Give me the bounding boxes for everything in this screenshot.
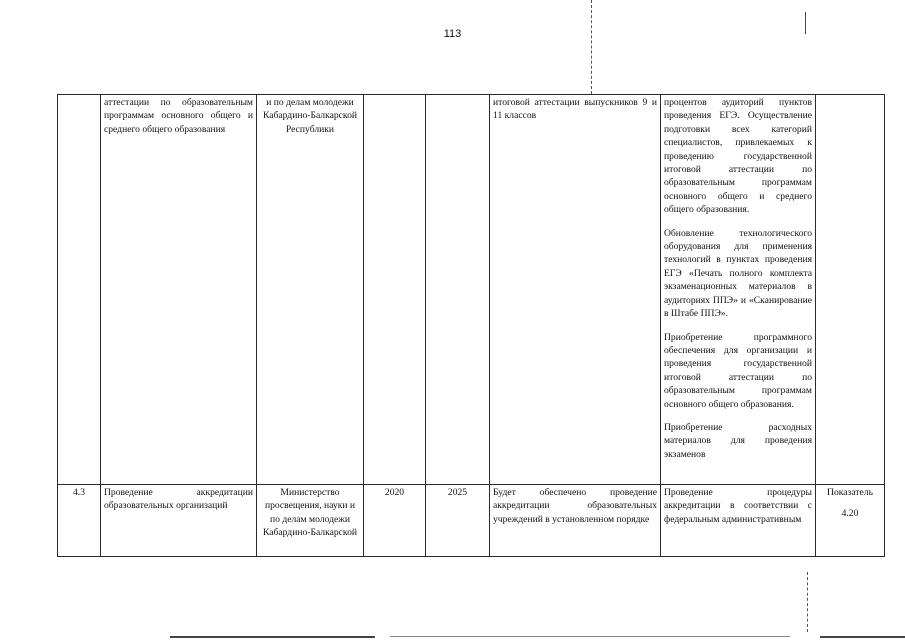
- scan-artifact-line: [807, 572, 808, 632]
- cell-start-year: [364, 95, 426, 485]
- activity-paragraph: Проведение процедуры аккредитации в соответствии с федеральным административным: [664, 487, 812, 525]
- cell-executor: и по делам молодежи Кабардино-Балкарской Республики: [257, 95, 364, 485]
- cell-measure-name: Проведение аккредитации образовательных организаций: [101, 485, 257, 557]
- cell-number: 4.3: [58, 485, 101, 557]
- activity-paragraph: процентов аудиторий пунктов проведения ЕГЭ. Осуществление подготовки всех категорий специалистов, привлекаемых к проведению государственной итоговой аттестации по образовательным программам основного общего и среднего общего образования.: [664, 97, 812, 216]
- scan-artifact-bar: [170, 636, 375, 638]
- cell-expected-result: итоговой аттестации выпускников 9 и 11 классов: [490, 95, 661, 485]
- scan-artifact-mark: [805, 12, 806, 34]
- indicator-value: 4.20: [841, 508, 859, 520]
- activity-paragraph: Приобретение расходных материалов для проведения экзаменов: [664, 421, 812, 460]
- scan-artifact-line: [591, 0, 592, 94]
- cell-measure-name: аттестации по образовательным программам основного общего и среднего общего образования: [101, 95, 257, 485]
- page-number: 113: [443, 28, 462, 40]
- cell-indicator: [816, 95, 885, 485]
- cell-activities: [661, 485, 816, 557]
- table-row-continuation: [58, 95, 885, 485]
- table-row-4-3: [58, 485, 885, 557]
- cell-activities: [661, 95, 816, 485]
- scan-artifact-bar: [390, 636, 790, 637]
- scan-artifact-bar: [820, 636, 905, 638]
- cell-end-year: [426, 95, 490, 485]
- cell-number: [58, 95, 101, 485]
- cell-indicator: [816, 485, 885, 557]
- measures-table: [57, 94, 885, 557]
- indicator-label: Показатель: [827, 487, 873, 498]
- cell-start-year: 2020: [364, 485, 426, 557]
- activity-paragraph: Обновление технологического оборудования для применения технологий в пунктах проведения ЕГЭ «Печать полного комплекта экзаменационных материалов в аудиториях ППЭ» и «Сканирование в Штабе ППЭ».: [664, 227, 812, 320]
- cell-expected-result: Будет обеспечено проведение аккредитации образовательных учреждений в установленном порядке: [490, 485, 661, 557]
- cell-executor: Министерство просвещения, науки и по делам молодежи Кабардино-Балкарской: [257, 485, 364, 557]
- cell-end-year: 2025: [426, 485, 490, 557]
- activity-paragraph: Приобретение программного обеспечения для организации и проведения государственной итоговой аттестации по образовательным программам основного общего образования.: [664, 331, 812, 410]
